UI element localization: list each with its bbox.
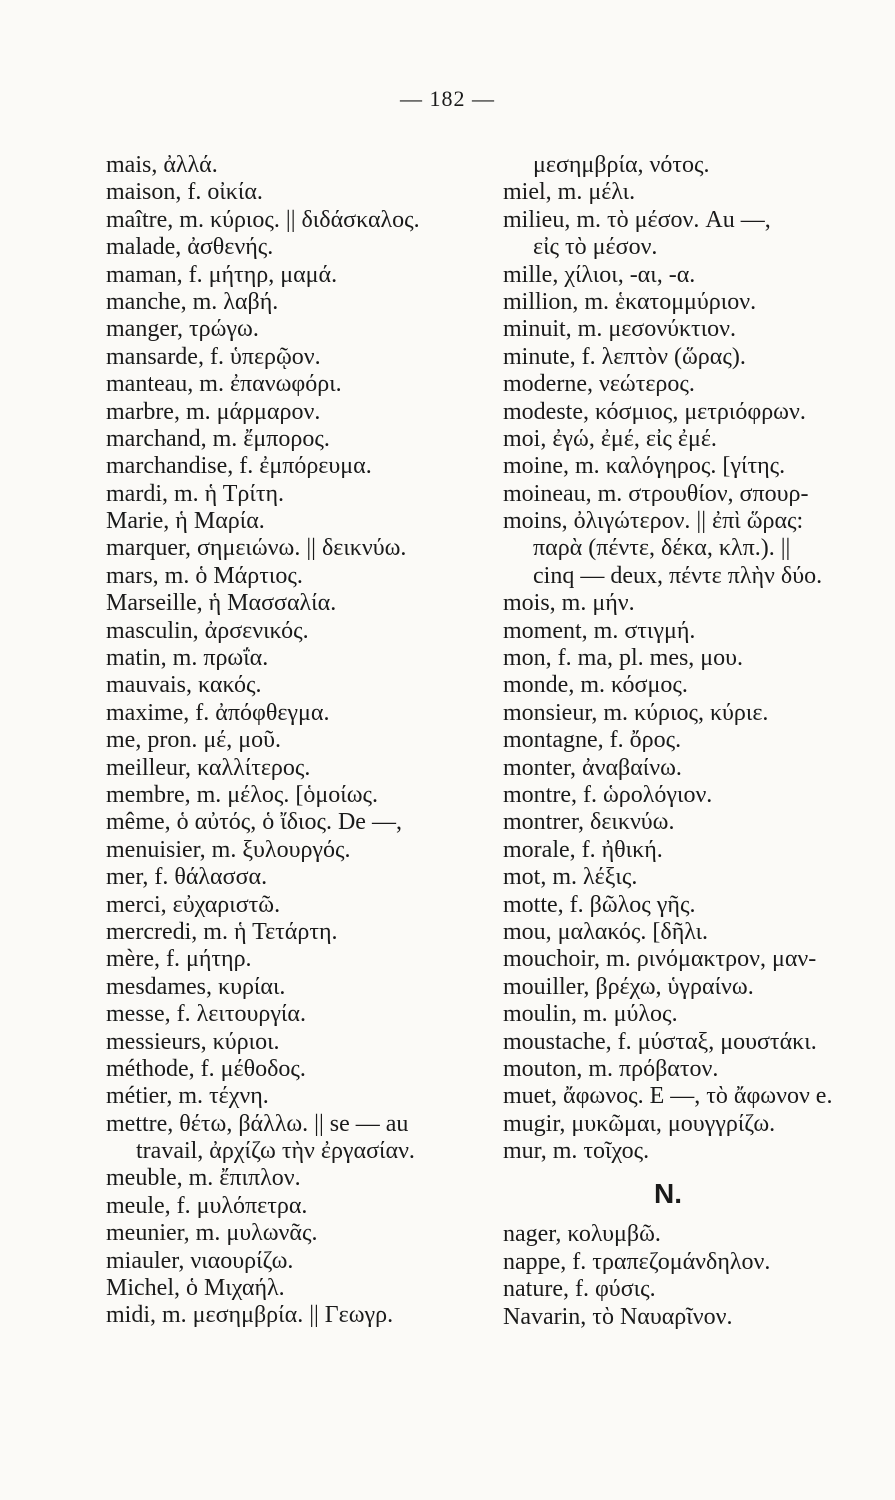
- dictionary-entry: meule, f. μυλόπετρα.: [106, 1192, 308, 1219]
- dictionary-entry: mardi, m. ἡ Τρίτη.: [106, 480, 285, 507]
- dictionary-entry: manteau, m. ἐπανωφόρι.: [106, 371, 342, 398]
- dictionary-entry: mansarde, f. ὑπερῷον.: [106, 343, 321, 370]
- dictionary-entry: meunier, m. μυλωνᾶς.: [106, 1220, 318, 1247]
- right-column: [503, 152, 875, 1331]
- dictionary-entry: maxime, f. ἀπόφθεγμα.: [106, 699, 330, 726]
- dictionary-entry: miauler, νιαουρίζω.: [106, 1247, 294, 1274]
- dictionary-entry: modeste, κόσμιος, μετριόφρων.: [503, 398, 806, 425]
- right-column-entries: [503, 152, 875, 1165]
- dictionary-entry: mouton, m. πρόβατον.: [503, 1055, 719, 1082]
- dictionary-entry: mouchoir, m. ρινόμακτρον, μαν-: [503, 946, 817, 973]
- dictionary-entry: métier, m. τέχνη.: [106, 1083, 269, 1110]
- dictionary-entry: même, ὁ αὐτός, ὁ ἴδιος. De —,: [106, 809, 402, 836]
- dictionary-entry: masculin, ἀρσενικός.: [106, 617, 309, 644]
- dictionary-entry: monter, ἀναβαίνω.: [503, 754, 682, 781]
- dictionary-entry: marchand, m. ἔμπορος.: [106, 425, 330, 452]
- dictionary-entry: manche, m. λαβή.: [106, 288, 279, 315]
- dictionary-entry: travail, ἀρχίζω τὴν ἐργασίαν.: [136, 1138, 415, 1165]
- dictionary-entry: mère, f. μήτηρ.: [106, 946, 252, 973]
- dictionary-entry: nature, f. φύσις.: [503, 1276, 656, 1303]
- page-number: — 182 —: [400, 86, 495, 111]
- dictionary-entry: montre, f. ὡρολόγιον.: [503, 781, 713, 808]
- dictionary-entry: maison, f. οἰκία.: [106, 179, 263, 206]
- dictionary-entry: méthode, f. μέθοδος.: [106, 1055, 306, 1082]
- dictionary-entry: maman, f. μήτηρ, μαμά.: [106, 261, 338, 288]
- dictionary-entry: meilleur, καλλίτερος.: [106, 754, 311, 781]
- dictionary-entry: marbre, m. μάρμαρον.: [106, 398, 321, 425]
- dictionary-entry: παρὰ (πέντε, δέκα, κλπ.). ||: [533, 535, 791, 562]
- dictionary-entry: matin, m. πρωΐα.: [106, 645, 269, 672]
- dictionary-entry: mot, m. λέξις.: [503, 864, 638, 891]
- dictionary-entry: menuisier, m. ξυλουργός.: [106, 836, 351, 863]
- dictionary-entry: messe, f. λειτουργία.: [106, 1001, 306, 1028]
- dictionary-entry: monde, m. κόσμος.: [503, 672, 688, 699]
- dictionary-entry: moustache, f. μύσταξ, μουστάκι.: [503, 1028, 817, 1055]
- left-column: [106, 152, 486, 1330]
- dictionary-entry: nager, κολυμβῶ.: [503, 1221, 661, 1248]
- dictionary-entry: marquer, σημειώνω. || δεικνύω.: [106, 535, 407, 562]
- dictionary-entry: mugir, μυκῶμαι, μουγγρίζω.: [503, 1110, 776, 1137]
- dictionary-entry: moins, ὀλιγώτερον. || ἐπὶ ὥρας:: [503, 508, 804, 535]
- dictionary-entry: motte, f. βῶλος γῆς.: [503, 891, 696, 918]
- dictionary-entry: mois, m. μήν.: [503, 590, 635, 617]
- dictionary-entry: messieurs, κύριοι.: [106, 1028, 280, 1055]
- dictionary-entry: montagne, f. ὄρος.: [503, 727, 682, 754]
- dictionary-entry: mer, f. θάλασσα.: [106, 864, 268, 891]
- dictionary-entry: Marie, ἡ Μαρία.: [106, 508, 265, 535]
- dictionary-entry: montrer, δεικνύω.: [503, 809, 675, 836]
- dictionary-entry: Navarin, τὸ Ναυαρῖνον.: [503, 1303, 733, 1330]
- dictionary-entry: mais, ἀλλά.: [106, 152, 218, 178]
- dictionary-entry: mon, f. ma, pl. mes, μου.: [503, 645, 744, 672]
- dictionary-entry: moderne, νεώτερος.: [503, 371, 695, 398]
- dictionary-entry: mauvais, κακός.: [106, 672, 262, 699]
- dictionary-entry: mesdames, κυρίαι.: [106, 973, 286, 1000]
- dictionary-entry: monsieur, m. κύριος, κύριε.: [503, 699, 769, 726]
- dictionary-entry: moine, m. καλόγηρος. [γίτης.: [503, 453, 786, 480]
- dictionary-entry: mercredi, m. ἡ Τετάρτη.: [106, 918, 338, 945]
- dictionary-entry: midi, m. μεσημβρία. || Γεωγρ.: [106, 1302, 394, 1329]
- dictionary-entry: cinq — deux, πέντε πλὴν δύο.: [533, 562, 823, 589]
- dictionary-entry: nappe, f. τραπεζομάνδηλον.: [503, 1248, 771, 1275]
- dictionary-entry: maître, m. κύριος. || διδάσκαλος.: [106, 206, 420, 233]
- dictionary-entry: marchandise, f. ἐμπόρευμα.: [106, 453, 372, 480]
- dictionary-entry: million, m. ἑκατομμύριον.: [503, 288, 757, 315]
- dictionary-entry: miel, m. μέλι.: [503, 179, 636, 206]
- dictionary-entry: minuit, m. μεσονύκτιον.: [503, 316, 737, 343]
- dictionary-entry: moulin, m. μύλος.: [503, 1001, 678, 1028]
- dictionary-entry: Marseille, ἡ Μασσαλία.: [106, 590, 337, 617]
- dictionary-entry: mars, m. ὁ Μάρτιος.: [106, 562, 303, 589]
- dictionary-entry: moineau, m. στρουθίον, σπουρ-: [503, 480, 809, 507]
- dictionary-entry: moment, m. στιγμή.: [503, 617, 696, 644]
- dictionary-entry: me, pron. μέ, μοῦ.: [106, 727, 282, 754]
- dictionary-entry: meuble, m. ἔπιπλον.: [106, 1165, 301, 1192]
- dictionary-entry: muet, ἄφωνος. E —, τὸ ἄφωνον e.: [503, 1083, 833, 1110]
- right-column-entries-n: [503, 1221, 875, 1331]
- dictionary-entry: malade, ἀσθενής.: [106, 234, 274, 261]
- dictionary-entry: mur, m. τοῖχος.: [503, 1138, 650, 1165]
- dictionary-entry: minute, f. λεπτὸν (ὥρας).: [503, 343, 746, 370]
- dictionary-entry: morale, f. ἠθική.: [503, 836, 663, 863]
- dictionary-entry: Michel, ὁ Μιχαήλ.: [106, 1275, 285, 1302]
- dictionary-entry: mouiller, βρέχω, ὑγραίνω.: [503, 973, 754, 1000]
- dictionary-entry: membre, m. μέλος. [ὁμοίως.: [106, 781, 379, 808]
- dictionary-entry: mou, μαλακός. [δῆλι.: [503, 918, 709, 945]
- dictionary-entry: mettre, θέτω, βάλλω. || se — au: [106, 1110, 409, 1137]
- dictionary-entry: milieu, m. τὸ μέσον. Au —,: [503, 206, 771, 233]
- dictionary-entry: εἰς τὸ μέσον.: [533, 234, 658, 261]
- dictionary-entry: merci, εὐχαριστῶ.: [106, 891, 281, 918]
- letter-heading: N.: [654, 1178, 682, 1210]
- dictionary-entry: moi, ἐγώ, ἐμέ, εἰς ἐμέ.: [503, 425, 717, 452]
- dictionary-entry: manger, τρώγω.: [106, 316, 259, 343]
- dictionary-entry: μεσημβρία, νότος.: [533, 152, 710, 178]
- dictionary-entry: mille, χίλιοι, -αι, -α.: [503, 261, 696, 288]
